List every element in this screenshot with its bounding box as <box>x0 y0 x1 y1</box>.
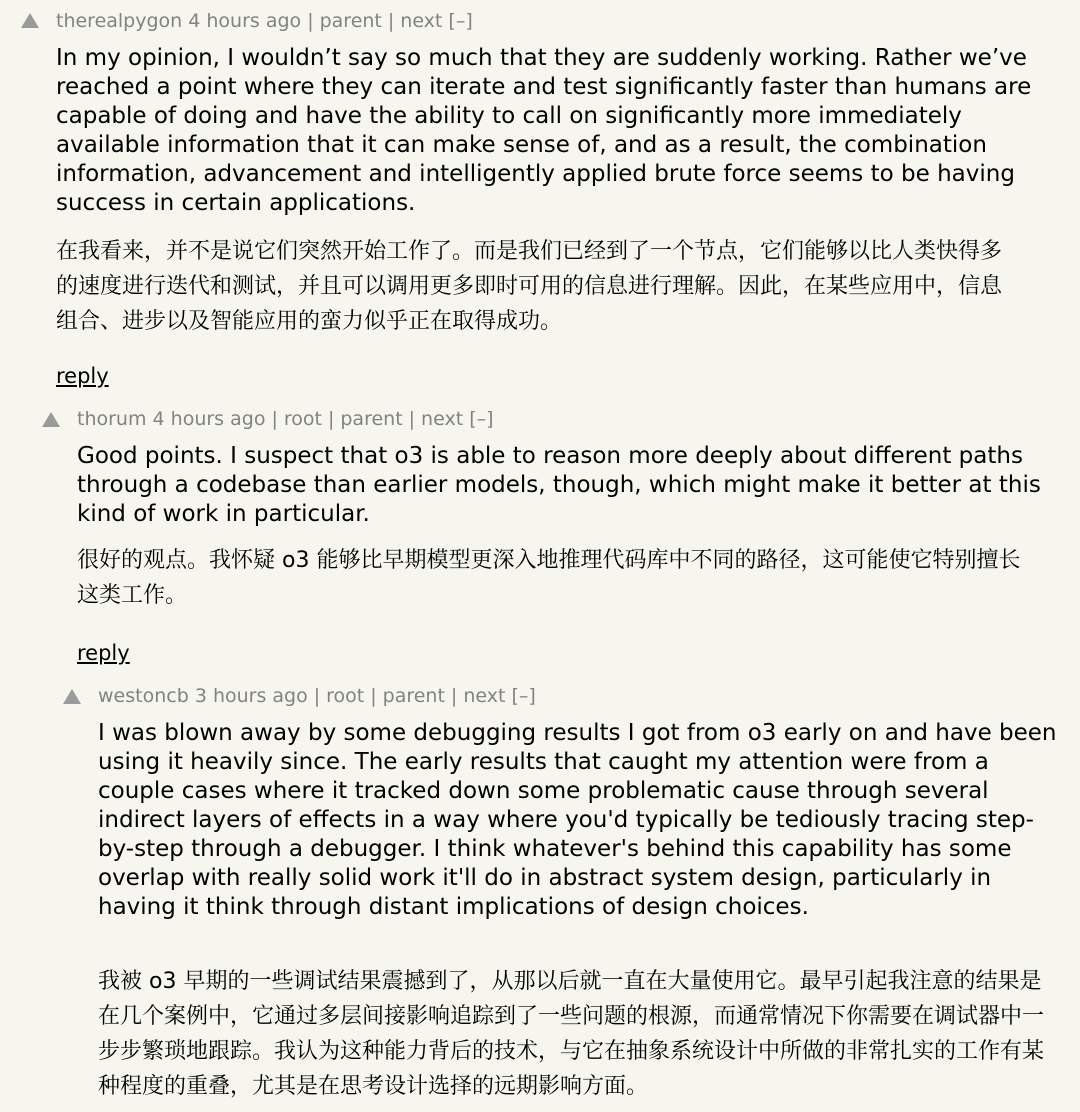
parent-link[interactable]: parent <box>340 408 403 430</box>
comment-meta <box>77 407 494 431</box>
next-link[interactable]: next <box>400 10 443 32</box>
comment-age[interactable]: 4 hours ago <box>188 10 302 32</box>
collapse-toggle[interactable]: [–] <box>469 408 494 430</box>
upvote-arrow-icon[interactable] <box>21 13 39 28</box>
comment-text-en: In my opinion, I wouldn’t say so much that they are suddenly working. Rather we’ve reached a point where they can iterate and test significantly faster than humans are capable of doing and have the ability to call on significantly more immediately available information that it can make sense of, and as a result, the combination information, advancement and intelligently applied brute force seems to be having success in certain applications. <box>56 45 1032 216</box>
comment-text-zh: 我被 o3 早期的一些调试结果震撼到了，从那以后就一直在大量使用它。最早引起我注意的结果是在几个案例中，它通过多层间接影响追踪到了一些问题的根源，而通常情况下你需要在调试器中一步步繁琐地跟踪。我认为这种能力背后的技术，与它在抽象系统设计中所做的非常扎实的工作有某种程度的重叠，尤其是在思考设计选择的远期影响方面。 <box>98 969 1045 1099</box>
comment-meta <box>98 684 536 708</box>
root-link[interactable]: root <box>283 408 322 430</box>
separator: | <box>387 10 395 32</box>
root-link[interactable]: root <box>326 685 365 707</box>
comment-author[interactable]: westoncb <box>98 685 189 707</box>
comment-text-en: I was blown away by some debugging results I got from o3 early on and have been using it heavily since. The early results that caught my attention were from a couple cases where it tracked down some problematic cause through several indirect layers of effects in a way where you'd typically be tediously tracing step-by-step through a debugger. I think whatever's behind this capability has some overlap with really solid work it'll do in abstract system design, particularly in having it think through distant implications of design choices. <box>98 720 1057 920</box>
comment-author[interactable]: therealpygon <box>56 10 183 32</box>
next-link[interactable]: next <box>463 685 506 707</box>
collapse-toggle[interactable]: [–] <box>511 685 536 707</box>
upvote-arrow-icon[interactable] <box>63 689 81 704</box>
comment-text-en: Good points. I suspect that o3 is able to reason more deeply about different paths through a codebase than earlier models, though, which might make it better at this kind of work in particular. <box>77 443 1041 527</box>
collapse-toggle[interactable]: [–] <box>448 10 473 32</box>
separator: | <box>450 685 458 707</box>
separator: | <box>370 685 377 707</box>
upvote-arrow-icon[interactable] <box>42 412 60 427</box>
separator: | <box>271 408 278 430</box>
reply-link[interactable]: reply <box>77 641 130 665</box>
comment-meta <box>56 9 473 33</box>
reply-link[interactable]: reply <box>56 364 109 388</box>
separator: | <box>408 408 416 430</box>
separator: | <box>327 408 335 430</box>
comment-age[interactable]: 3 hours ago <box>194 685 308 707</box>
separator: | <box>307 10 314 32</box>
parent-link[interactable]: parent <box>319 10 382 32</box>
separator: | <box>313 685 321 707</box>
comment-age[interactable]: 4 hours ago <box>152 408 266 430</box>
parent-link[interactable]: parent <box>382 685 445 707</box>
comment-text-zh: 很好的观点。我怀疑 o3 能够比早期模型更深入地推理代码库中不同的路径，这可能使它特别擅长这类工作。 <box>77 548 1021 608</box>
comment-text-zh: 在我看来，并不是说它们突然开始工作了。而是我们已经到了一个节点，它们能够以比人类快得多的速度进行迭代和测试，并且可以调用更多即时可用的信息进行理解。因此，在某些应用中，信息组合、进步以及智能应用的蛮力似乎正在取得成功。 <box>56 239 1003 334</box>
next-link[interactable]: next <box>421 408 464 430</box>
comment-author[interactable]: thorum <box>77 408 147 430</box>
